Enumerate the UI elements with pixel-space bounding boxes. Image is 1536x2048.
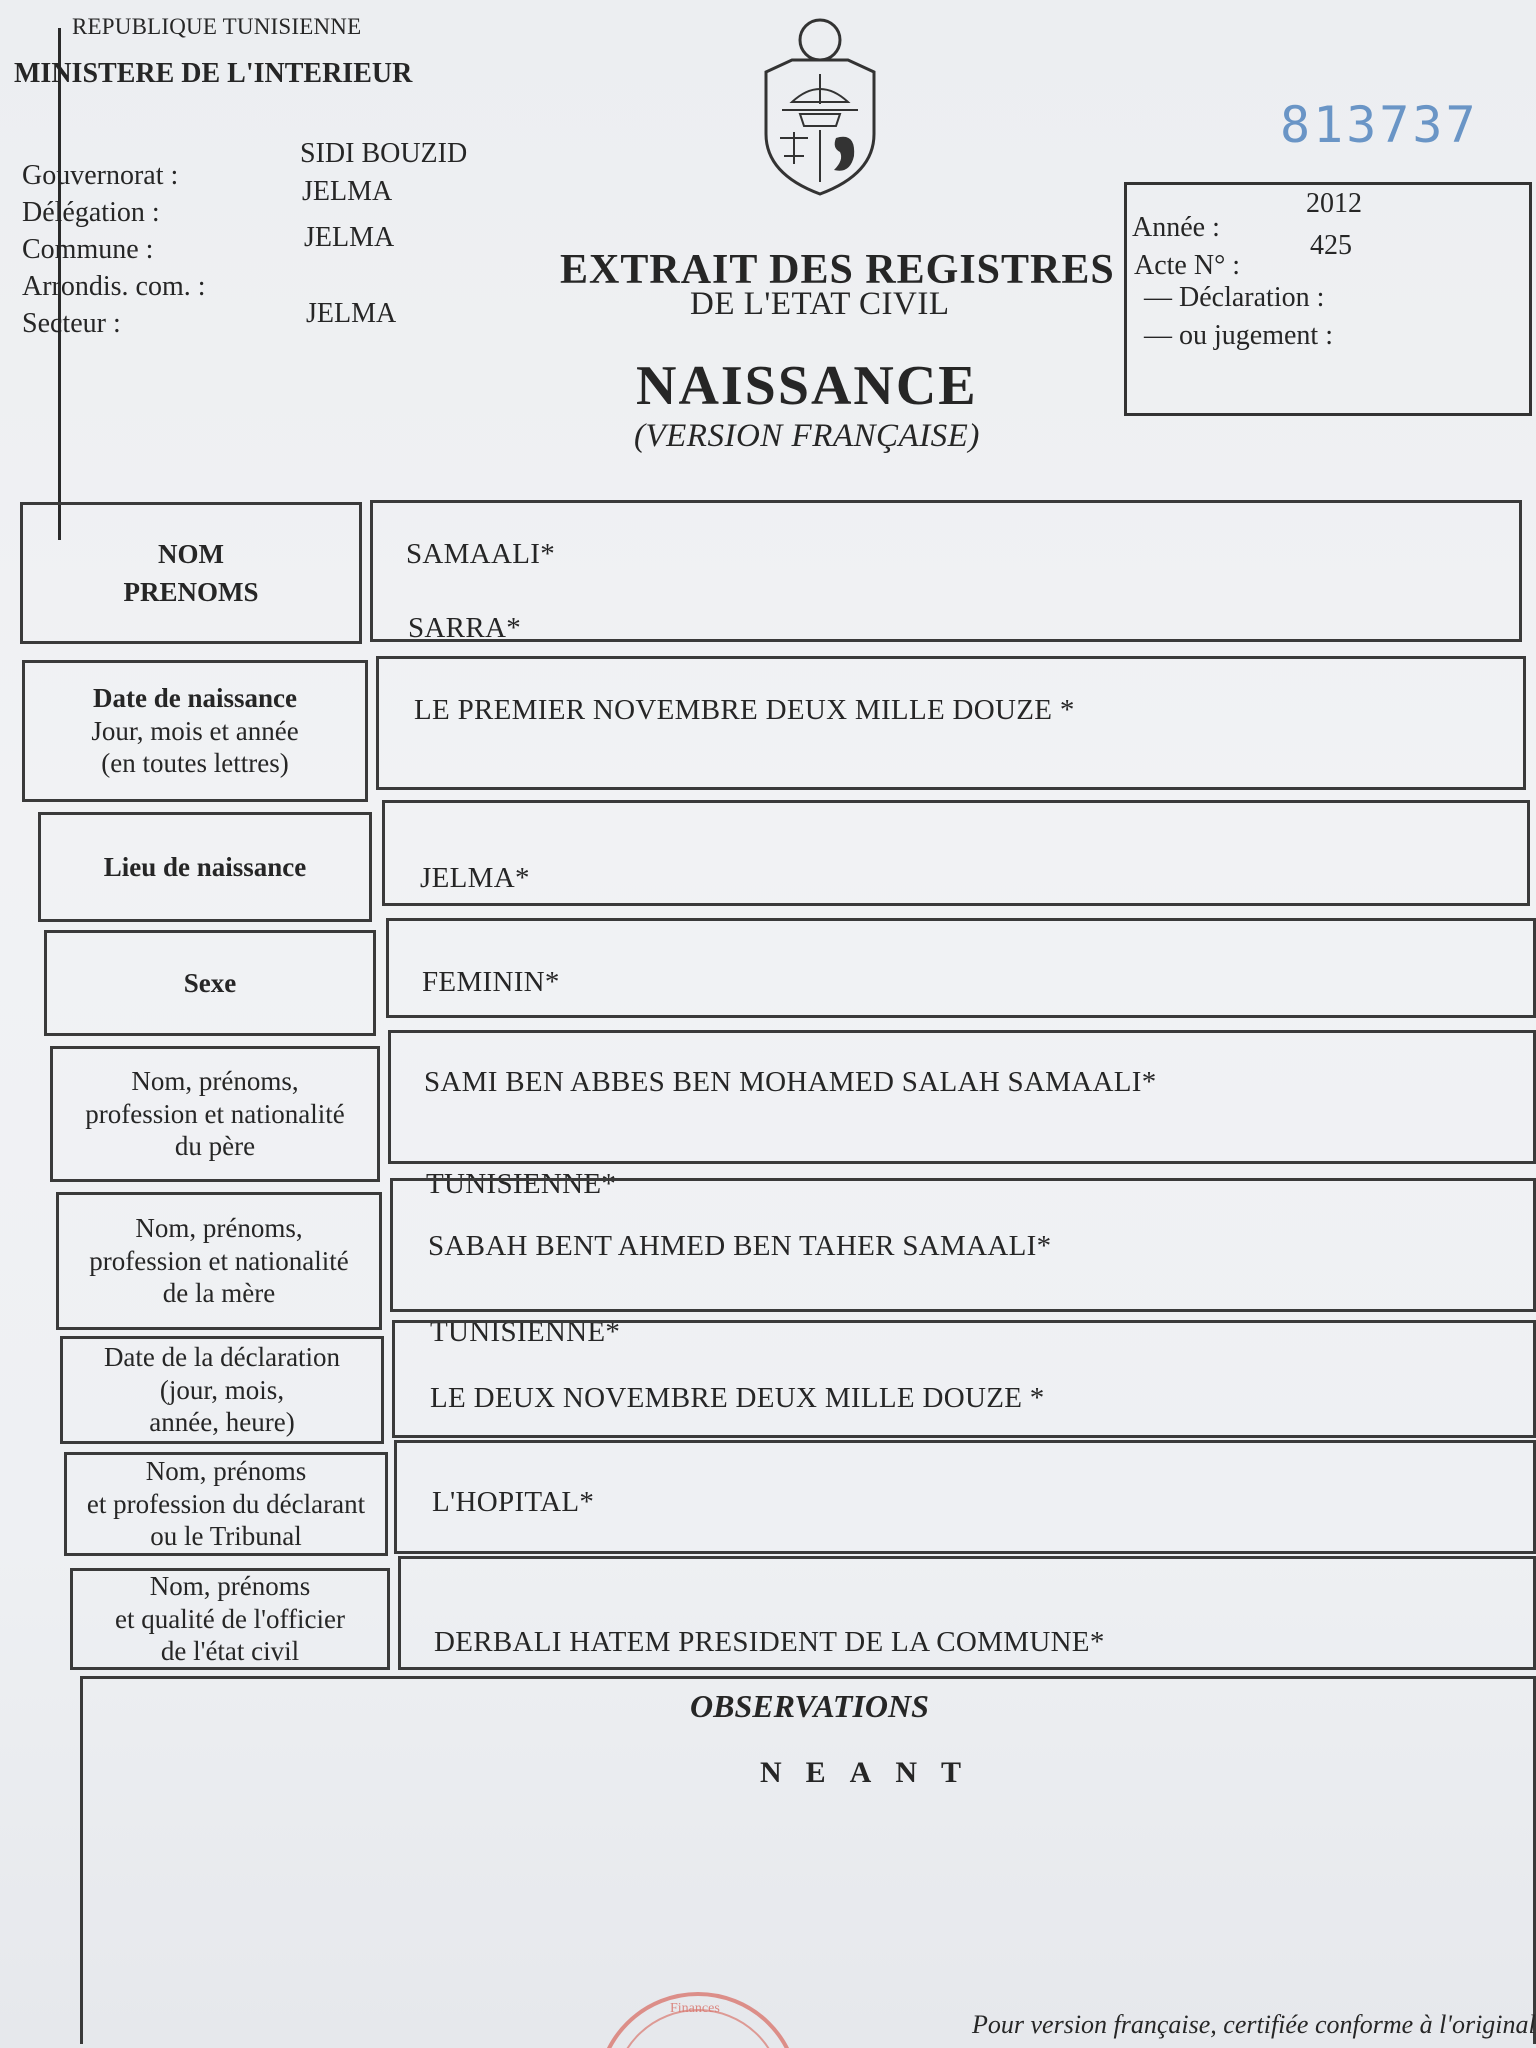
official-stamp — [588, 1984, 808, 2048]
mere-name-value: SABAH BENT AHMED BEN TAHER SAMAALI* — [428, 1230, 1052, 1262]
pere-label-cell — [50, 1046, 380, 1182]
mere-label-cell — [56, 1192, 382, 1330]
document-subtitle: DE L'ETAT CIVIL — [690, 286, 950, 322]
mere-label-3: de la mère — [162, 1278, 276, 1309]
observations-box — [80, 1676, 1536, 2044]
nom-prenoms-label-cell — [20, 502, 362, 644]
date-naissance-value: LE PREMIER NOVEMBRE DEUX MILLE DOUZE * — [414, 694, 1075, 726]
nom-label: NOM — [158, 538, 224, 569]
declarant-label-1: Nom, prénoms — [145, 1456, 307, 1487]
date-declaration-value: LE DEUX NOVEMBRE DEUX MILLE DOUZE * — [430, 1382, 1045, 1414]
commune-value: JELMA — [304, 222, 395, 253]
declarant-value: L'HOPITAL* — [432, 1486, 595, 1518]
date-naissance-hint-2: (en toutes lettres) — [101, 748, 289, 779]
nom-prenoms-value-cell — [370, 500, 1522, 642]
observations-value: NEANT — [760, 1756, 986, 1789]
date-naissance-label-cell — [22, 660, 368, 802]
arrondis-label: Arrondis. com. : — [22, 271, 206, 302]
date-declaration-value-cell — [392, 1320, 1536, 1438]
gouvernorat-label: Gouvernorat : — [22, 160, 179, 191]
date-declaration-label-2: (jour, mois, — [159, 1374, 285, 1405]
date-naissance-hint-1: Jour, mois et année — [91, 715, 299, 746]
officier-label-cell — [70, 1568, 390, 1670]
prenoms-label: PRENOMS — [123, 577, 259, 607]
pere-nationality-value: TUNISIENNE* — [426, 1168, 617, 1200]
annee-label: Année : — [1132, 212, 1220, 243]
pere-name-value: SAMI BEN ABBES BEN MOHAMED SALAH SAMAALI* — [424, 1066, 1157, 1098]
officier-label-1: Nom, prénoms — [149, 1571, 311, 1602]
declarant-label-2: et profession du déclarant — [86, 1488, 366, 1519]
date-declaration-label-1: Date de la déclaration — [103, 1342, 341, 1373]
mere-label-1: Nom, prénoms, — [135, 1213, 303, 1244]
declaration-label: — Déclaration : — [1144, 282, 1325, 313]
document-title: EXTRAIT DES REGISTRES — [560, 247, 1115, 293]
coat-of-arms-emblem — [752, 14, 888, 196]
republic-label: REPUBLIQUE TUNISIENNE — [72, 14, 362, 39]
mere-label-2: profession et nationalité — [89, 1245, 349, 1276]
pere-label-2: profession et nationalité — [85, 1098, 345, 1129]
annee-value: 2012 — [1306, 188, 1362, 219]
lieu-label: Lieu de naissance — [103, 851, 307, 882]
ministry-label: MINISTERE DE L'INTERIEUR — [14, 58, 413, 89]
pere-label-3: du père — [174, 1131, 256, 1162]
delegation-label: Délégation : — [22, 197, 160, 228]
secteur-label: Secteur : — [22, 308, 121, 339]
sexe-label: Sexe — [183, 967, 237, 998]
declarant-label-cell — [64, 1452, 388, 1556]
stamp-text: Finances — [670, 2001, 720, 2016]
sexe-value: FEMININ* — [422, 966, 560, 998]
date-naissance-label: Date de naissance — [93, 683, 297, 714]
date-declaration-label-3: année, heure) — [149, 1407, 295, 1438]
officier-label-2: et qualité de l'officier — [114, 1603, 345, 1634]
officier-value: DERBALI HATEM PRESIDENT DE LA COMMUNE* — [434, 1626, 1105, 1658]
nom-value: SAMAALI* — [406, 538, 556, 570]
prenoms-value: SARRA* — [408, 612, 521, 644]
pere-label-1: Nom, prénoms, — [131, 1066, 299, 1097]
declarant-label-3: ou le Tribunal — [150, 1521, 302, 1552]
mere-nationality-value: TUNISIENNE* — [430, 1316, 621, 1348]
gouvernorat-value: SIDI BOUZID — [300, 138, 468, 169]
delegation-value: JELMA — [302, 176, 393, 207]
lieu-value: JELMA* — [420, 862, 530, 894]
acte-value: 425 — [1310, 230, 1352, 261]
document-type: NAISSANCE — [636, 355, 978, 417]
date-declaration-label-cell — [60, 1336, 384, 1444]
secteur-value: JELMA — [306, 298, 397, 329]
acte-label: Acte N° : — [1134, 250, 1241, 281]
sexe-label-cell — [44, 930, 376, 1036]
serial-number: 813737 — [1280, 96, 1479, 154]
document-version: (VERSION FRANÇAISE) — [634, 418, 980, 454]
commune-label: Commune : — [22, 234, 154, 265]
officier-label-3: de l'état civil — [160, 1636, 300, 1667]
lieu-value-cell — [382, 800, 1530, 906]
footer-certification: Pour version française, certifiée conforme à l'original — [972, 2010, 1536, 2039]
lieu-label-cell — [38, 812, 372, 922]
jugement-label: — ou jugement : — [1144, 320, 1333, 351]
observations-title: OBSERVATIONS — [690, 1688, 929, 1724]
